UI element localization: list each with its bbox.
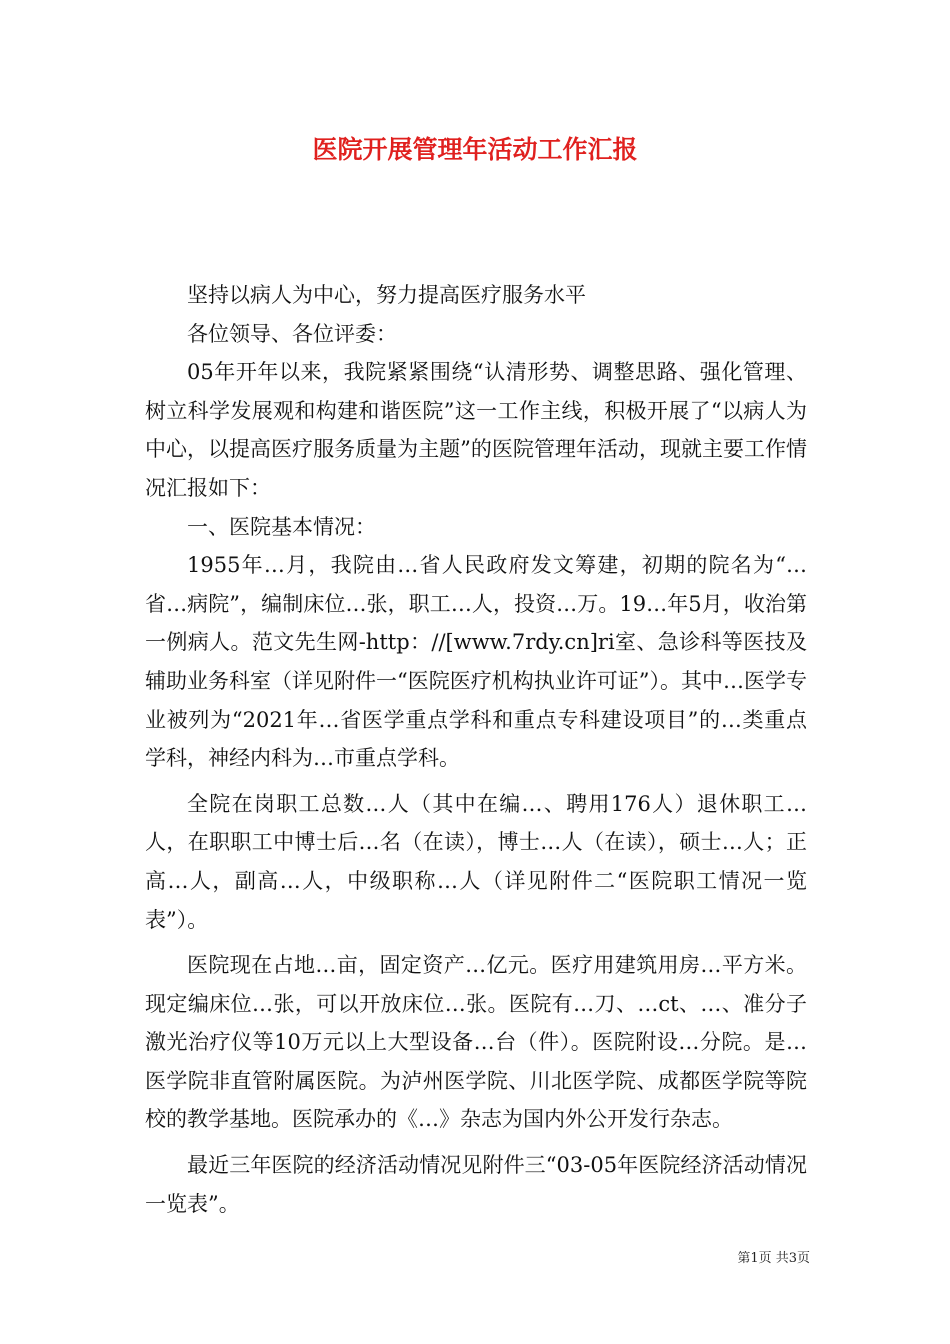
paragraph-facilities: 医院现在占地…亩，固定资产…亿元。医疗用建筑用房…平方米。现定编床位…张，可以开放床位…张。医院有…刀、…ct、…、准分子激光治疗仪等10万元以上大型设备…台（件）。医院附设…分院。是…医学院非直管附属医院。为泸州医学院、川北医学院、成都医学院等院校的教学基地。医院承办的《…》杂志为国内外公开发行杂志。 (145, 953, 807, 1132)
paragraph-staff: 全院在岗职工总数…人（其中在编…、聘用176人）退休职工…人，在职职工中博士后…名（在读），博士…人（在读），硕士…人；正高…人，副高…人，中级职称…人（详见附件二“医院职工情况一览表”）。 (145, 791, 807, 932)
paragraph-economy: 最近三年医院的经济活动情况见附件三“03-05年医院经济活动情况一览表”。 (145, 1153, 807, 1216)
page-number: 第1页 共3页 (737, 1251, 810, 1266)
document-body (145, 276, 807, 1223)
paragraph-intro: 05年开年以来，我院紧紧围绕“认清形势、调整思路、强化管理、树立科学发展观和构建和谐医院”这一工作主线，积极开展了“以病人为中心，以提高医疗服务质量为主题”的医院管理年活动，现就主要工作情况汇报如下： (145, 360, 807, 500)
document-title: 医院开展管理年活动工作汇报 (312, 135, 638, 164)
paragraph-subtitle: 坚持以病人为中心，努力提高医疗服务水平 (187, 283, 586, 307)
paragraph-salutation: 各位领导、各位评委： (187, 321, 397, 346)
paragraph-history: 1955年…月，我院由…省人民政府发文筹建，初期的院名为“…省…病院”，编制床位…张，职工…人，投资…万。19…年5月，收治第一例病人。范文先生网-http：//[www.7rdy.cn]ri室、急诊科等医技及辅助业务科室（详见附件一“医院医疗机构执业许可证”）。其中…医学专业被列为“2021年…省医学重点学科和重点专科建设项目”的…类重点学科，神经内科为…市重点学科。 (145, 553, 807, 771)
paragraph-section-heading: 一、医院基本情况： (187, 514, 376, 539)
